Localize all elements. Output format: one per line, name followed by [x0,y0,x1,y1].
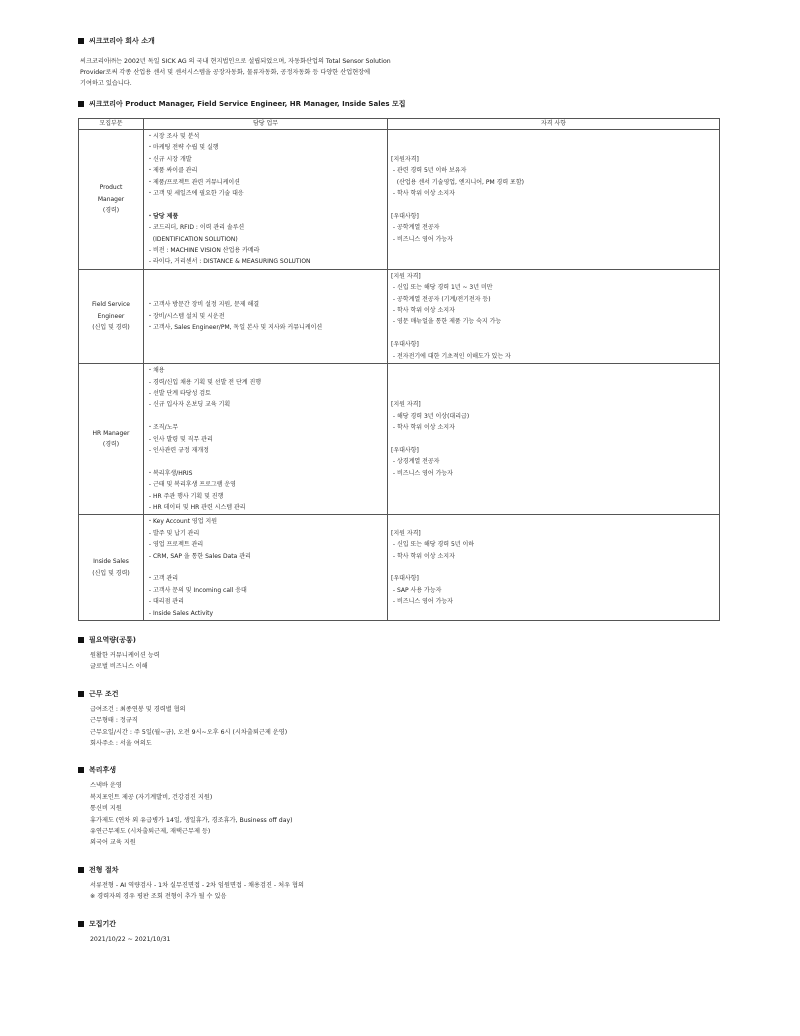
square-bullet-icon [78,38,84,44]
position-line: Product [99,184,123,192]
section-line: 급여조건 : 최종연봉 및 경력별 협의 [90,705,186,713]
duty-line: - 비전 : MACHINE VISION 산업용 카메라 [147,247,260,255]
section-line: 휴가제도 (연차 외 유급병가 14일, 생일휴가, 경조휴가, Business off day) [90,816,293,824]
section-heading [78,689,718,699]
qualification-line: - 해당 경력 3년 이상(대리급) [391,412,470,420]
section-heading [78,635,718,645]
recruit-title: 씨크코리아 Product Manager, Field Service Engineer, HR Manager, Inside Sales 모집 [89,100,406,108]
qualification-line [391,434,716,445]
section-line: 서류전형 - AI 역량검사 - 1차 실무진면접 - 2차 임원면접 - 채용검진 - 처우 협의 [90,881,305,889]
qualification-line: - 상경계열 전공자 [391,458,440,466]
section-line: 외국어 교육 지원 [90,839,136,847]
qualification-line: - 학사 학위 이상 소지자 [391,424,455,432]
qualification-line: [지원 자격] [391,401,421,409]
qualification-line: - 영문 매뉴얼을 통한 제품 기능 숙지 가능 [391,318,502,326]
table-row [79,515,720,621]
qualification-line: - 비즈니스 영어 가능자 [391,598,453,606]
square-bullet-icon [78,921,84,927]
position-cell [79,515,144,621]
table-row [79,130,720,270]
duty-line: ・복리후생/HRIS [147,469,193,477]
qualification-cell [388,364,720,515]
job-posting-document [78,36,718,945]
qualification-line: [우대사항] [391,575,419,583]
duty-line: - 인사관련 규정 재개정 [147,446,209,454]
duty-cell [144,364,388,515]
table-header-row [79,119,720,130]
duty-line: ・시장 조사 및 분석 [147,133,200,140]
duty-line: - Inside Sales Activity [147,609,214,617]
section-title: 필요역량(공통) [89,635,136,644]
section-line: 복지포인트 제공 (자기계발비, 건강검진 지원) [90,793,213,801]
duty-line: ・고객 관리 [147,575,179,583]
section-heading [78,865,718,875]
section-line: 2021/10/22 ~ 2021/10/31 [90,935,171,943]
position-line: Manager [97,195,125,203]
duty-line: ・Key Account 영업 지원 [147,518,218,526]
section-body [90,650,718,673]
duty-line: - 인사 발령 및 직무 관리 [147,435,213,443]
duty-line: ・제품/프로젝트 관련 커뮤니케이션 [147,178,240,186]
section-line: 글로벌 비즈니스 이해 [90,663,148,671]
qualification-line: - 비즈니스 영어 가능자 [391,469,453,477]
duty-line: ・제품 싸이클 관리 [147,167,198,175]
qualification-line [391,199,716,210]
info-section [78,865,718,903]
duty-line: - 발주 및 납기 관리 [147,529,200,537]
duty-line [147,411,384,422]
qualification-line: - 신입 또는 해당 경력 5년 이하 [391,541,475,549]
square-bullet-icon [78,691,84,697]
qualification-line: [우대사항] [391,212,419,220]
position-cell [79,364,144,515]
square-bullet-icon [78,767,84,773]
intro-title: 씨크코리아 회사 소개 [89,37,155,45]
qualification-line: - 학사 학위 이상 소지자 [391,190,455,198]
duty-line: ・담당 제품 [147,212,179,220]
intro-paragraph [80,56,718,89]
position-cell [79,130,144,270]
duty-line [147,199,384,210]
duty-cell [144,130,388,270]
square-bullet-icon [78,637,84,643]
section-title: 근무 조건 [89,689,119,698]
duty-line: ・고객사 방문간 장비 설정 지원, 문제 해결 [147,301,260,309]
header-duties: 담당 업무 [144,119,388,130]
section-line: 근무형태 : 정규직 [90,717,138,725]
qualification-cell [388,269,720,363]
info-section [78,635,718,673]
duty-line: ・고객사, Sales Engineer/PM, 독일 본사 및 지사와 커뮤니케이션 [147,324,323,332]
position-line: Field Service [92,301,130,309]
duty-line: - 선발 단계 타당성 검토 [147,389,211,397]
table-row [79,364,720,515]
duty-line: - 라이다, 거리센서 : DISTANCE & MEASURING SOLUTION [147,258,311,266]
position-cell [79,269,144,363]
duty-line: ・조직/노무 [147,424,179,432]
qualification-line: - 학사 학위 이상 소지자 [391,552,455,560]
duty-line: ・신규 시장 개발 [147,155,192,163]
section-line: 유연근무제도 (시차출퇴근제, 재택근무제 등) [90,828,211,836]
intro-line: Provider로써 각종 산업용 센서 및 센서시스템을 공장자동화, 물류자동화, 공정자동화 등 다양한 산업현장에 [80,69,371,76]
duty-line: - 고객사 문의 및 Incoming call 응대 [147,586,247,594]
section-line: 근무요일/시간 : 주 5일(월~금), 오전 9시~오후 6시 (시차출퇴근제 운영) [90,728,288,736]
section-line: 스낵바 운영 [90,782,122,790]
section-body [90,880,718,903]
section-line: 통신비 지원 [90,805,122,813]
recruit-heading [78,99,718,109]
qualification-line [391,562,716,573]
section-title: 모집기간 [89,919,117,928]
qualification-line [391,328,716,339]
section-heading [78,765,718,775]
section-body [90,704,718,750]
qualification-line: - 공학계열 전공자 (기계/전기전자 등) [391,295,491,303]
square-bullet-icon [78,867,84,873]
duty-line: - 영업 프로젝트 관리 [147,541,204,549]
qualification-line: - 공학계열 전공자 [391,224,440,232]
info-section [78,689,718,750]
qualification-cell [388,515,720,621]
qualification-line: [지원 자격] [391,272,421,280]
section-title: 복리후생 [89,766,117,775]
recruitment-table [78,118,720,621]
position-line: (신입 및 경력) [92,569,130,577]
qualification-line: [지원자격] [391,155,419,163]
header-position: 모집부문 [79,119,144,130]
section-body [90,780,718,848]
table-row [79,269,720,363]
qualification-line: - 관련 경력 5년 이하 보유자 [391,167,467,175]
info-section [78,765,718,848]
qualification-line: (산업용 센서 기술영업, 엔지니어, PM 경력 포함) [391,178,524,186]
duty-line: - 경력/신입 채용 기획 및 선발 전 단계 진행 [147,378,262,386]
duty-line: - 근태 및 복리후생 프로그램 운영 [147,481,236,489]
qualification-line: - 비즈니스 영어 가능자 [391,235,453,243]
qualification-line: - 전자전기에 대한 기초적인 이해도가 있는 자 [391,352,511,360]
position-line: Inside Sales [93,558,129,566]
qualification-line: - SAP 사용 가능자 [391,586,442,594]
info-section [78,919,718,945]
square-bullet-icon [78,101,84,107]
duty-line: ・장비/시스템 설치 및 시운전 [147,312,225,320]
duty-line: ・마케팅 전략 수립 및 실행 [147,144,219,152]
position-line: (경력) [102,441,120,449]
position-line: Engineer [97,312,125,320]
intro-heading [78,36,718,46]
position-line: (경력) [102,207,120,215]
duty-line: - 대리점 관리 [147,598,184,606]
section-line: ※ 경력자의 경우 평판 조회 전형이 추가 될 수 있음 [90,893,227,901]
position-line: (신입 및 경력) [92,324,130,332]
qualification-line: [우대사항] [391,446,419,454]
duty-line: - HR 주관 행사 기획 및 진행 [147,492,224,500]
section-line: 원활한 커뮤니케이션 능력 [90,651,160,659]
qualification-line: - 신입 또는 해당 경력 1년 ~ 3년 미만 [391,284,493,292]
duty-cell [144,515,388,621]
intro-line: 씨크코리아㈜는 2002년 독일 SICK AG 의 국내 현지법인으로 설립되었으며, 자동화산업의 Total Sensor Solution [80,58,391,65]
duty-line [147,562,384,573]
duty-line: - HR 데이터 및 HR 관련 시스템 관리 [147,503,246,511]
duty-line [147,456,384,467]
section-body [90,934,718,945]
duty-cell [144,269,388,363]
duty-line: ・채용 [147,367,165,375]
qualification-line: [지원 자격] [391,529,421,537]
header-qualifications: 자격 사항 [388,119,720,130]
qualification-line: - 학사 학위 이상 소지자 [391,307,455,315]
section-line: 회사주소 : 서울 여의도 [90,740,152,748]
duty-line: ・고객 및 세일즈에 필요한 기술 대응 [147,190,244,198]
duty-line: - 신규 입사자 온보딩 교육 기획 [147,401,231,409]
qualification-line: [우대사항] [391,341,419,349]
section-heading [78,919,718,929]
section-title: 전형 절차 [89,865,119,874]
duty-line: - 코드리더, RFID : 이력 관리 솔루션 [147,224,245,232]
qualification-cell [388,130,720,270]
duty-line: - CRM, SAP 을 통한 Sales Data 관리 [147,552,251,560]
intro-line: 기여하고 있습니다. [80,80,132,87]
position-line: HR Manager [92,429,130,437]
duty-line: (IDENTIFICATION SOLUTION) [147,235,238,243]
